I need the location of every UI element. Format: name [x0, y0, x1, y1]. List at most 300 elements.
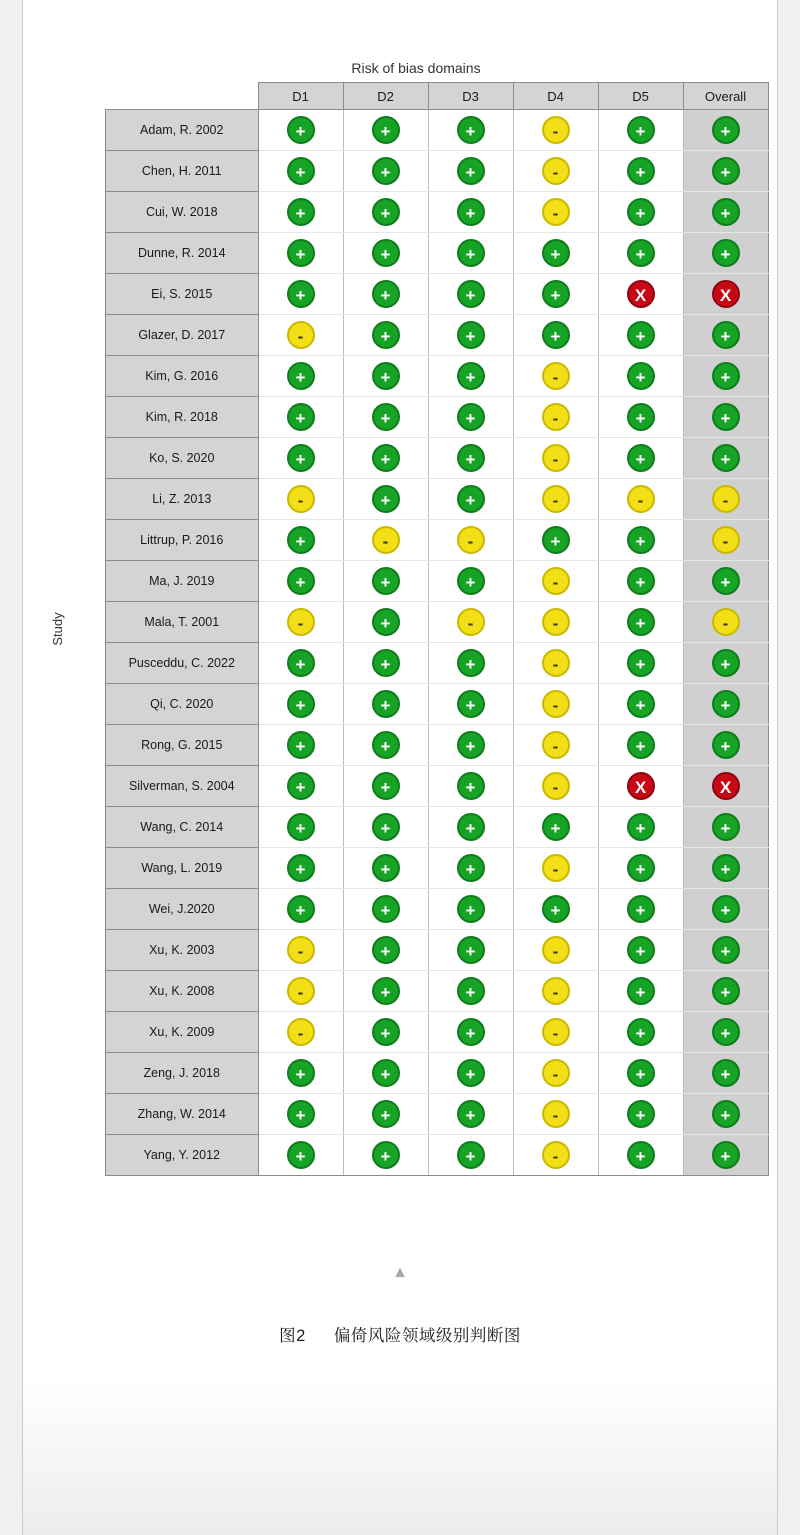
judgement-cell [428, 643, 513, 684]
judgement-cell [683, 1094, 768, 1135]
table-row [106, 725, 769, 766]
judgement-cell [343, 930, 428, 971]
table-row [106, 192, 769, 233]
judgement-cell [513, 438, 598, 479]
judgement-low-icon: + [457, 239, 485, 267]
judgement-low-icon: + [372, 936, 400, 964]
judgement-low-icon: + [287, 854, 315, 882]
judgement-low-icon: + [287, 567, 315, 595]
judgement-cell [683, 438, 768, 479]
judgement-cell [258, 930, 343, 971]
judgement-cell [683, 356, 768, 397]
judgement-cell [428, 192, 513, 233]
study-label: Chen, H. 2011 [106, 151, 259, 192]
judgement-cell [513, 971, 598, 1012]
judgement-cell [683, 233, 768, 274]
table-row [106, 438, 769, 479]
header-blank [106, 83, 259, 110]
judgement-low-icon: + [457, 649, 485, 677]
judgement-cell [428, 725, 513, 766]
table-row [106, 561, 769, 602]
table-row [106, 971, 769, 1012]
judgement-low-icon: + [627, 936, 655, 964]
judgement-low-icon: + [627, 526, 655, 554]
judgement-some-icon: - [287, 485, 315, 513]
judgement-some-icon: - [712, 485, 740, 513]
judgement-low-icon: + [372, 116, 400, 144]
table-row [106, 766, 769, 807]
judgement-cell [513, 479, 598, 520]
judgement-some-icon: - [542, 444, 570, 472]
table-row [106, 848, 769, 889]
study-label: Li, Z. 2013 [106, 479, 259, 520]
judgement-cell [598, 479, 683, 520]
study-label: Kim, R. 2018 [106, 397, 259, 438]
study-label: Xu, K. 2003 [106, 930, 259, 971]
judgement-some-icon: - [542, 854, 570, 882]
judgement-low-icon: + [372, 444, 400, 472]
figure-caption-text: 偏倚风险领域级别判断图 [333, 1327, 521, 1345]
judgement-cell [343, 438, 428, 479]
judgement-some-icon: - [542, 936, 570, 964]
study-label: Rong, G. 2015 [106, 725, 259, 766]
table-row [106, 930, 769, 971]
judgement-cell [428, 1012, 513, 1053]
judgement-cell [428, 110, 513, 151]
study-label: Wang, L. 2019 [106, 848, 259, 889]
judgement-cell [258, 397, 343, 438]
judgement-cell [343, 766, 428, 807]
judgement-low-icon: + [627, 1059, 655, 1087]
judgement-cell [683, 274, 768, 315]
judgement-high-icon: X [712, 772, 740, 800]
table-row [106, 397, 769, 438]
risk-of-bias-table [105, 82, 769, 1176]
judgement-cell [513, 1135, 598, 1176]
judgement-low-icon: + [712, 1100, 740, 1128]
study-label: Dunne, R. 2014 [106, 233, 259, 274]
table-row [106, 315, 769, 356]
judgement-cell [428, 848, 513, 889]
judgement-low-icon: + [627, 403, 655, 431]
judgement-low-icon: + [542, 813, 570, 841]
judgement-cell [258, 520, 343, 561]
judgement-cell [258, 807, 343, 848]
judgement-cell [428, 274, 513, 315]
judgement-low-icon: + [372, 731, 400, 759]
judgement-low-icon: + [372, 895, 400, 923]
judgement-low-icon: + [457, 731, 485, 759]
judgement-low-icon: + [712, 362, 740, 390]
judgement-high-icon: X [627, 280, 655, 308]
judgement-some-icon: - [627, 485, 655, 513]
judgement-cell [598, 1094, 683, 1135]
study-label: Zeng, J. 2018 [106, 1053, 259, 1094]
judgement-low-icon: + [457, 567, 485, 595]
judgement-low-icon: + [287, 280, 315, 308]
judgement-cell [598, 520, 683, 561]
document-page [22, 0, 778, 1535]
judgement-low-icon: + [372, 198, 400, 226]
judgement-some-icon: - [542, 403, 570, 431]
judgement-cell [258, 315, 343, 356]
judgement-cell [343, 233, 428, 274]
judgement-low-icon: + [712, 321, 740, 349]
judgement-some-icon: - [542, 116, 570, 144]
judgement-low-icon: + [712, 116, 740, 144]
judgement-low-icon: + [457, 813, 485, 841]
judgement-low-icon: + [372, 608, 400, 636]
judgement-cell [683, 151, 768, 192]
column-header-d2: D2 [343, 83, 428, 110]
judgement-cell [683, 1053, 768, 1094]
judgement-cell [428, 807, 513, 848]
chart-title: Risk of bias domains [351, 60, 481, 76]
judgement-some-icon: - [542, 485, 570, 513]
judgement-low-icon: + [457, 936, 485, 964]
judgement-cell [598, 725, 683, 766]
judgement-low-icon: + [627, 239, 655, 267]
judgement-cell [598, 356, 683, 397]
judgement-cell [343, 684, 428, 725]
judgement-low-icon: + [457, 1141, 485, 1169]
judgement-cell [683, 766, 768, 807]
judgement-low-icon: + [372, 772, 400, 800]
judgement-low-icon: + [457, 1059, 485, 1087]
judgement-some-icon: - [542, 567, 570, 595]
judgement-low-icon: + [372, 854, 400, 882]
judgement-low-icon: + [712, 1141, 740, 1169]
judgement-cell [598, 274, 683, 315]
judgement-low-icon: + [712, 157, 740, 185]
judgement-some-icon: - [457, 526, 485, 554]
judgement-low-icon: + [627, 198, 655, 226]
judgement-cell [598, 192, 683, 233]
risk-of-bias-body [106, 110, 769, 1176]
study-label: Zhang, W. 2014 [106, 1094, 259, 1135]
judgement-cell [258, 438, 343, 479]
judgement-low-icon: + [287, 772, 315, 800]
judgement-cell [258, 479, 343, 520]
judgement-some-icon: - [542, 649, 570, 677]
judgement-low-icon: + [542, 239, 570, 267]
judgement-cell [343, 397, 428, 438]
judgement-cell [258, 889, 343, 930]
judgement-low-icon: + [287, 444, 315, 472]
judgement-some-icon: - [542, 198, 570, 226]
judgement-cell [598, 807, 683, 848]
judgement-cell [428, 684, 513, 725]
judgement-low-icon: + [457, 157, 485, 185]
judgement-cell [258, 192, 343, 233]
judgement-some-icon: - [457, 608, 485, 636]
study-label: Cui, W. 2018 [106, 192, 259, 233]
judgement-cell [258, 602, 343, 643]
judgement-cell [428, 438, 513, 479]
judgement-cell [683, 561, 768, 602]
table-row [106, 151, 769, 192]
judgement-low-icon: + [627, 444, 655, 472]
judgement-low-icon: + [372, 485, 400, 513]
judgement-cell [513, 233, 598, 274]
judgement-low-icon: + [372, 1018, 400, 1046]
judgement-cell [513, 602, 598, 643]
judgement-cell [258, 274, 343, 315]
judgement-cell [513, 930, 598, 971]
judgement-cell [428, 889, 513, 930]
judgement-low-icon: + [287, 1100, 315, 1128]
judgement-cell [258, 1012, 343, 1053]
judgement-low-icon: + [627, 1100, 655, 1128]
judgement-low-icon: + [627, 731, 655, 759]
judgement-cell [343, 479, 428, 520]
risk-of-bias-figure [23, 60, 779, 1176]
judgement-low-icon: + [372, 321, 400, 349]
judgement-cell [258, 684, 343, 725]
judgement-low-icon: + [457, 1100, 485, 1128]
table-row [106, 643, 769, 684]
study-label: Ei, S. 2015 [106, 274, 259, 315]
judgement-low-icon: + [627, 895, 655, 923]
judgement-low-icon: + [627, 362, 655, 390]
judgement-cell [683, 520, 768, 561]
judgement-cell [513, 315, 598, 356]
judgement-low-icon: + [542, 321, 570, 349]
judgement-cell [258, 151, 343, 192]
judgement-low-icon: + [457, 854, 485, 882]
table-row [106, 1012, 769, 1053]
judgement-some-icon: - [542, 157, 570, 185]
judgement-low-icon: + [287, 526, 315, 554]
judgement-cell [513, 1053, 598, 1094]
judgement-low-icon: + [287, 895, 315, 923]
judgement-some-icon: - [542, 1018, 570, 1046]
judgement-cell [598, 561, 683, 602]
judgement-low-icon: + [372, 239, 400, 267]
judgement-low-icon: + [287, 649, 315, 677]
table-row [106, 233, 769, 274]
judgement-low-icon: + [287, 362, 315, 390]
judgement-cell [513, 397, 598, 438]
judgement-low-icon: + [457, 444, 485, 472]
judgement-some-icon: - [372, 526, 400, 554]
judgement-low-icon: + [627, 116, 655, 144]
study-label: Ko, S. 2020 [106, 438, 259, 479]
study-label: Xu, K. 2008 [106, 971, 259, 1012]
judgement-low-icon: + [287, 198, 315, 226]
study-label: Yang, Y. 2012 [106, 1135, 259, 1176]
judgement-low-icon: + [712, 977, 740, 1005]
judgement-cell [598, 602, 683, 643]
judgement-cell [683, 397, 768, 438]
judgement-some-icon: - [542, 731, 570, 759]
judgement-low-icon: + [712, 198, 740, 226]
judgement-cell [598, 889, 683, 930]
judgement-cell [683, 479, 768, 520]
judgement-cell [428, 151, 513, 192]
judgement-cell [428, 315, 513, 356]
judgement-cell [598, 233, 683, 274]
judgement-cell [258, 848, 343, 889]
judgement-cell [598, 1053, 683, 1094]
judgement-low-icon: + [457, 116, 485, 144]
judgement-low-icon: + [287, 731, 315, 759]
judgement-cell [343, 725, 428, 766]
judgement-cell [513, 848, 598, 889]
judgement-cell [343, 1135, 428, 1176]
judgement-low-icon: + [712, 1059, 740, 1087]
judgement-low-icon: + [372, 1141, 400, 1169]
judgement-low-icon: + [712, 239, 740, 267]
judgement-low-icon: + [627, 157, 655, 185]
judgement-low-icon: + [287, 690, 315, 718]
judgement-cell [683, 684, 768, 725]
judgement-some-icon: - [542, 1059, 570, 1087]
judgement-low-icon: + [712, 813, 740, 841]
judgement-low-icon: + [712, 444, 740, 472]
judgement-low-icon: + [627, 813, 655, 841]
judgement-low-icon: + [457, 321, 485, 349]
study-label: Ma, J. 2019 [106, 561, 259, 602]
judgement-cell [513, 766, 598, 807]
judgement-some-icon: - [712, 526, 740, 554]
judgement-cell [598, 684, 683, 725]
table-row [106, 1135, 769, 1176]
judgement-some-icon: - [287, 1018, 315, 1046]
judgement-cell [343, 1094, 428, 1135]
judgement-some-icon: - [542, 1100, 570, 1128]
table-row [106, 110, 769, 151]
judgement-cell [513, 1012, 598, 1053]
judgement-cell [428, 930, 513, 971]
judgement-low-icon: + [372, 157, 400, 185]
study-label: Glazer, D. 2017 [106, 315, 259, 356]
judgement-cell [513, 356, 598, 397]
judgement-low-icon: + [627, 1018, 655, 1046]
judgement-low-icon: + [712, 690, 740, 718]
judgement-low-icon: + [712, 854, 740, 882]
judgement-cell [598, 643, 683, 684]
judgement-cell [683, 315, 768, 356]
judgement-cell [513, 643, 598, 684]
judgement-cell [683, 192, 768, 233]
judgement-cell [513, 192, 598, 233]
judgement-cell [598, 1135, 683, 1176]
judgement-cell [343, 274, 428, 315]
judgement-cell [683, 602, 768, 643]
judgement-some-icon: - [542, 977, 570, 1005]
table-row [106, 1094, 769, 1135]
table-row [106, 602, 769, 643]
judgement-low-icon: + [542, 280, 570, 308]
table-row [106, 684, 769, 725]
table-row [106, 274, 769, 315]
judgement-low-icon: + [712, 1018, 740, 1046]
judgement-low-icon: + [457, 690, 485, 718]
judgement-low-icon: + [372, 813, 400, 841]
judgement-cell [598, 397, 683, 438]
judgement-low-icon: + [627, 608, 655, 636]
judgement-cell [513, 684, 598, 725]
study-label: Adam, R. 2002 [106, 110, 259, 151]
table-row [106, 889, 769, 930]
judgement-low-icon: + [627, 977, 655, 1005]
page-bottom-fade [23, 1375, 777, 1535]
judgement-some-icon: - [542, 1141, 570, 1169]
judgement-cell [343, 561, 428, 602]
judgement-some-icon: - [542, 608, 570, 636]
judgement-cell [513, 807, 598, 848]
judgement-cell [343, 520, 428, 561]
judgement-low-icon: + [627, 567, 655, 595]
judgement-low-icon: + [457, 1018, 485, 1046]
judgement-cell [343, 1053, 428, 1094]
judgement-low-icon: + [287, 1059, 315, 1087]
judgement-cell [343, 192, 428, 233]
table-row [106, 356, 769, 397]
judgement-cell [258, 1094, 343, 1135]
judgement-cell [343, 1012, 428, 1053]
judgement-cell [428, 561, 513, 602]
judgement-cell [428, 520, 513, 561]
judgement-cell [343, 889, 428, 930]
judgement-high-icon: X [712, 280, 740, 308]
judgement-some-icon: - [542, 362, 570, 390]
judgement-low-icon: + [712, 731, 740, 759]
judgement-some-icon: - [287, 936, 315, 964]
table-row [106, 520, 769, 561]
judgement-cell [513, 274, 598, 315]
study-label: Pusceddu, C. 2022 [106, 643, 259, 684]
figure-caption-number: 图2 [279, 1327, 306, 1345]
judgement-cell [428, 356, 513, 397]
judgement-cell [258, 725, 343, 766]
judgement-cell [258, 971, 343, 1012]
column-header-overall: Overall [683, 83, 768, 110]
judgement-cell [343, 848, 428, 889]
judgement-cell [428, 233, 513, 274]
judgement-cell [258, 1053, 343, 1094]
judgement-cell [343, 807, 428, 848]
judgement-low-icon: + [372, 362, 400, 390]
judgement-cell [598, 438, 683, 479]
judgement-cell [513, 1094, 598, 1135]
judgement-cell [513, 889, 598, 930]
chart-area [50, 82, 747, 1176]
judgement-cell [513, 110, 598, 151]
judgement-cell [513, 151, 598, 192]
judgement-low-icon: + [287, 157, 315, 185]
judgement-low-icon: + [627, 649, 655, 677]
judgement-low-icon: + [457, 485, 485, 513]
judgement-low-icon: + [457, 977, 485, 1005]
judgement-cell [513, 725, 598, 766]
judgement-high-icon: X [627, 772, 655, 800]
table-row [106, 1053, 769, 1094]
study-label: Qi, C. 2020 [106, 684, 259, 725]
judgement-low-icon: + [287, 813, 315, 841]
judgement-low-icon: + [287, 1141, 315, 1169]
judgement-cell [343, 643, 428, 684]
judgement-low-icon: + [457, 362, 485, 390]
judgement-cell [683, 725, 768, 766]
judgement-cell [258, 110, 343, 151]
judgement-cell [343, 151, 428, 192]
judgement-low-icon: + [287, 403, 315, 431]
judgement-some-icon: - [287, 608, 315, 636]
judgement-cell [428, 1135, 513, 1176]
study-label: Wei, J.2020 [106, 889, 259, 930]
